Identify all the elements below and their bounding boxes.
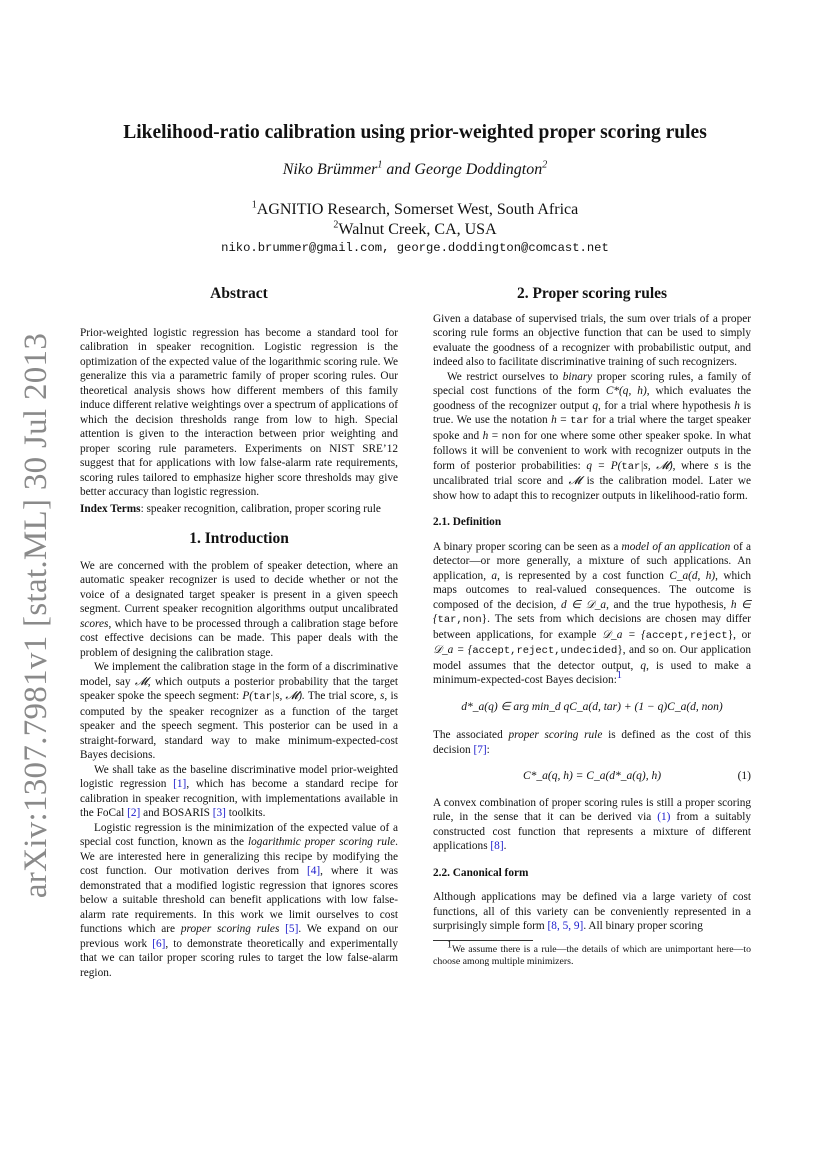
author-1-affil-mark: 1	[377, 159, 383, 171]
paper-title: Likelihood-ratio calibration using prior-weighted proper scoring rules	[123, 122, 707, 143]
subsection-2-2-heading: 2.2. Canonical form	[433, 866, 529, 879]
citation-link[interactable]: [7]	[473, 743, 487, 756]
decision-equation: d*_a(q) ∈ arg min_d qC_a(d, tar) + (1 − q)C_a(d, non)	[461, 700, 723, 713]
citation-link[interactable]: [3]	[212, 807, 226, 819]
subsection-2-1-heading: 2.1. Definition	[433, 516, 502, 528]
arxiv-identifier: arXiv:1307.7981v1 [stat.ML] 30 Jul 2013	[18, 332, 55, 898]
intro-paragraph-1: We are concerned with the problem of speaker detection, where an automatic speaker recognizer is used to decide whether or not the voice of a designated target speaker is present in a given speech segment. Current speaker recognition algorithms output uncalibrated scores, which have to be processed through a calibration stage before cost effective decisions can be made. This paper deals with the problem of designing the calibration stage.	[80, 559, 398, 659]
affiliation-2-mark: 2	[333, 219, 339, 231]
equation-1	[433, 769, 751, 784]
author-emails: niko.brummer@gmail.com, george.doddington@comcast.net	[221, 241, 609, 255]
intro-paragraph-4: Logistic regression is the minimization of the expected value of a special cost function, known as the logarithmic proper scoring rule. We are interested here in generalizing this recipe by modifying the cost function. Our motivation derives from [4], where it was demonstrated that a modified logistic regression that ignores scores below a suitable threshold can benefit applications with low false-alarm rate requirements. In this work we limit ourselves to cost functions which are proper scoring rules [5]. We expand on our previous work [6], to demonstrate theoretically and experimentally that we can tailor proper scoring rules to target the low false-alarm region.	[80, 821, 398, 979]
citation-link[interactable]: [2]	[127, 807, 141, 819]
intro-heading: 1. Introduction	[189, 530, 289, 547]
left-column	[80, 287, 398, 980]
canonical-paragraph-1: Although applications may be defined via a large variety of cost functions, all of this variety can be conveniently represented in a surprisingly simple form [8, 5, 9]. All binary proper scoring	[433, 891, 751, 932]
definition-paragraph-2: The associated proper scoring rule is defined as the cost of this decision [7]:	[433, 729, 751, 756]
index-terms	[80, 502, 398, 517]
index-terms-text: : speaker recognition, calibration, proper scoring rule	[140, 502, 381, 515]
affiliation-1-text: AGNITIO Research, Somerset West, South Africa	[256, 201, 579, 218]
affiliation-1-mark: 1	[251, 199, 257, 211]
citation-link[interactable]: [1]	[173, 778, 187, 790]
author-2: George Doddington	[414, 161, 543, 178]
citation-link[interactable]: [5]	[285, 923, 299, 935]
author-conjunction: and	[382, 161, 415, 178]
index-terms-label: Index Terms	[80, 502, 141, 515]
affiliations	[80, 200, 750, 240]
citation-link[interactable]: [6]	[152, 937, 166, 950]
citation-link[interactable]: [8]	[490, 840, 504, 852]
citation-link[interactable]: [4]	[306, 865, 321, 877]
affiliation-2-text: Walnut Creek, CA, USA	[338, 221, 497, 238]
abstract-heading: Abstract	[210, 285, 268, 302]
affiliation-2	[80, 220, 750, 240]
equation-ref-link[interactable]: (1)	[657, 811, 671, 823]
author-1: Niko Brümmer	[282, 161, 378, 178]
arxiv-stamp	[12, 332, 62, 898]
intro-paragraph-3: We shall take as the baseline discriminative model prior-weighted logistic regression [1], which has become a standard recipe for calibration in speaker recognition, with implementations available in the FoCal [2] and BOSARIS [3] toolkits.	[80, 763, 398, 819]
author-2-affil-mark: 2	[542, 159, 548, 171]
section-2-heading: 2. Proper scoring rules	[516, 285, 668, 302]
definition-paragraph-3: A convex combination of proper scoring rules is still a proper scoring rule, in the sense that it can be derived via (1) from a suitably constructed cost function that represents a mixture of different applications [8].	[433, 796, 752, 852]
section-2-paragraph-1: Given a database of supervised trials, the sum over trials of a proper scoring rule forms an objective function that can be used to simply evaluate the goodness of a recognizer with probabilistic output, and indeed also to facilitate discriminative training of such recognizers.	[433, 312, 751, 368]
right-column	[433, 287, 751, 969]
affiliation-1	[80, 200, 750, 220]
footnote-text: We assume there is a rule—the details of which are unimportant here—to choose among multiple minimizers.	[433, 943, 751, 967]
section-2-paragraph-2: We restrict ourselves to binary proper scoring rules, a family of special cost functions of the form C*(q, h), which evaluates the goodness of the recognizer output q, for a trial where hypothesis h is true. We use the notation h = tar for a trial where the target speaker spoke and h = non for one where some other speaker spoke. In what follows it will be convenient to work with recognizer outputs in the form of posterior probabilities: q = P(tar|s, 𝓜), where s is the uncalibrated trial score and 𝓜 is the calibration model. Later we show how to adapt this to recognizer outputs in likelihood-ratio form.	[433, 370, 752, 502]
footnote-number: 1	[447, 939, 452, 951]
abstract-text: Prior-weighted logistic regression has become a standard tool for calibration in speaker recognition. Logistic regression is the optimization of the expected value of the logarithmic scoring rule. We generalize this via a parametric family of proper scoring rules. Our theoretical analysis shows how different members of this family induce different relative weightings over a spectrum of applications of which the decision thresholds range from low to high. Special attention is given to the interaction between prior weighting and proper scoring rule parameters. Experiments on NIST SRE’12 suggest that for applications with low false-alarm rate requirements, scoring rules tailored to emphasize higher score thresholds may give better accuracy than logistic regression.	[80, 326, 398, 498]
citation-link[interactable]: [8, 5, 9]	[547, 920, 584, 932]
author-line	[80, 161, 750, 179]
definition-paragraph-1: A binary proper scoring can be seen as a model of an application of a detector—or more generally, a mixture of such applications. An application, a, is represented by a cost function C_a(d, h), which maps outcomes to real-valued consequences. The outcome is composed of the decision, d ∈ 𝒟_a, and the true hypothesis, h ∈ {tar,non}. The sets from which decisions are chosen may differ between applications, for example 𝒟_a = {accept,reject}, or 𝒟_a = {accept,reject,undecided}, and so on. Our application model assumes that the detector output, q, is used to make a minimum-expected-cost Bayes decision:$^1$	[433, 540, 752, 686]
equation-1-number: (1)	[737, 770, 751, 782]
intro-paragraph-2: We implement the calibration stage in the form of a discriminative model, say 𝓜, which outputs a posterior probability that the target speaker spoke the speech segment: P(tar|s, 𝓜). The trial score, s, is computed by the speaker recognizer as a function of the target speaker and the speech segment. This posterior can be used in a straight-forward, standard way to make minimum-expected-cost Bayes decisions.	[80, 661, 399, 761]
footnote	[433, 939, 751, 969]
equation-1-body: C*_a(q, h) = C_a(d*_a(q), h)	[522, 770, 662, 782]
footnote-mark[interactable]: 1	[616, 670, 622, 682]
